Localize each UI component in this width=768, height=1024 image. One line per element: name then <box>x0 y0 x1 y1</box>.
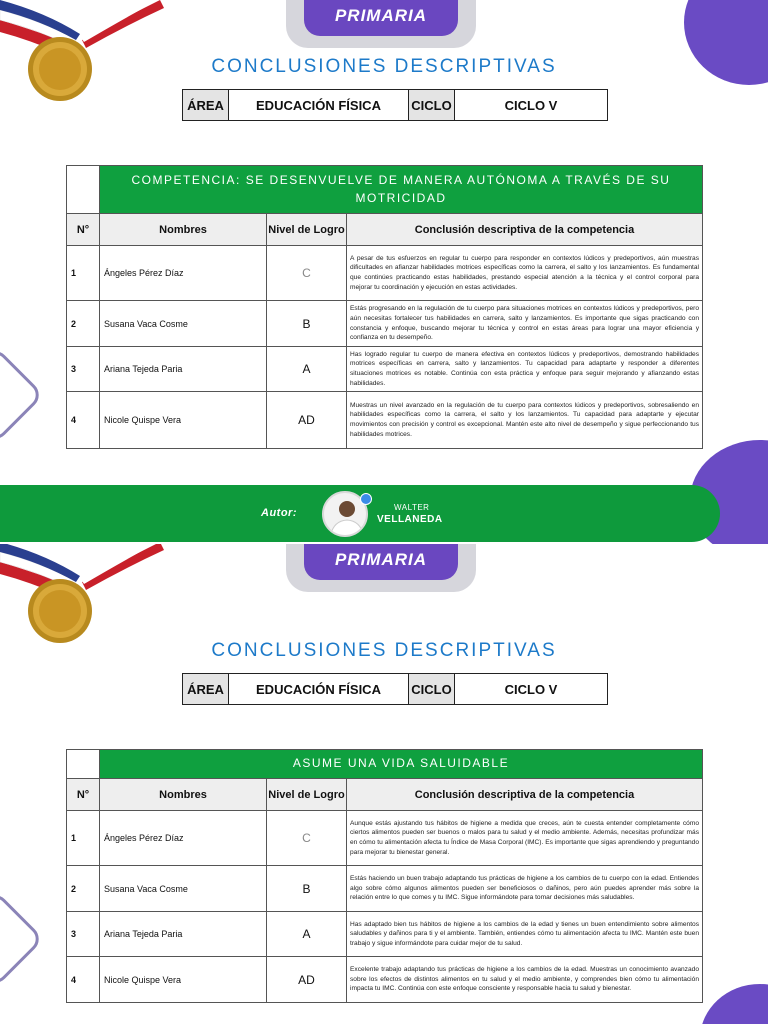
achievement-level: AD <box>267 392 347 449</box>
achievement-level: A <box>267 912 347 957</box>
achievement-level: B <box>267 301 347 347</box>
page-title: CONCLUSIONES DESCRIPTIVAS <box>211 640 557 661</box>
row-number: 2 <box>67 866 100 912</box>
header-level: Nivel de Logro <box>267 779 347 811</box>
author-last-name: VELLANEDA <box>377 514 443 525</box>
cycle-value: CICLO V <box>455 90 608 121</box>
table-row <box>67 347 703 392</box>
row-number: 4 <box>67 392 100 449</box>
header-conclusion: Conclusión descriptiva de la competencia <box>347 779 703 811</box>
header-num: N° <box>67 214 100 246</box>
medal-icon <box>0 544 170 652</box>
descriptive-conclusion: Estás progresando en la regulación de tu cuerpo para situaciones motrices en contextos lúdicos y predeportivos, pero aún necesitas fortalecer tus habilidades en carrera, salto y lanzamientos. Es importante que sigas practicando con constancia y enfoque, buscando mejorar tu técnica y control en estas áreas para lograr una mayor eficiencia y confianza en tu desempeño. <box>347 301 703 347</box>
row-number: 2 <box>67 301 100 347</box>
area-info-table <box>182 673 608 705</box>
header-level: Nivel de Logro <box>267 214 347 246</box>
decorative-diamond-left <box>0 346 44 445</box>
student-name: Ángeles Pérez Díaz <box>100 811 267 866</box>
competency-title: ASUME UNA VIDA SALUIDABLE <box>100 750 703 779</box>
decorative-blob-bottom-right <box>700 984 768 1024</box>
cycle-label: CICLO <box>409 90 455 121</box>
area-label: ÁREA <box>183 90 229 121</box>
descriptive-conclusion: Has adaptado bien tus hábitos de higiene a los cambios de la edad y tienes un buen entendimiento sobre alimentos saludables y dañinos para ti y el ambiente. También, entiendes cómo tu alimentación afecta tu IMC. Mantén este buen trabajo y sigue informándote para cuidar mejor de tu salud. <box>347 912 703 957</box>
level-badge: PRIMARIA <box>304 544 458 580</box>
level-badge-frame <box>286 544 476 592</box>
descriptive-conclusion: Muestras un nivel avanzado en la regulación de tu cuerpo para contextos lúdicos y predeportivos, sobresaliendo en habilidades específicas como la carrera, el salto y los lanzamientos. Tu capacidad para adaptarte y ejecutar movimientos con precisión y control es excepcional. Mantén este alto nivel de desempeño y sigue perfeccionando tus habilidades motrices. <box>347 392 703 449</box>
student-name: Susana Vaca Cosme <box>100 301 267 347</box>
student-name: Susana Vaca Cosme <box>100 866 267 912</box>
decorative-diamond-left <box>0 890 44 989</box>
descriptive-conclusion: Has logrado regular tu cuerpo de manera efectiva en contextos lúdicos y predeportivos, demostrando habilidades motrices específicas en carrera, salto y lanzamientos. Tu capacidad para adaptarte y responder a diferentes situaciones motrices es notable. Continúa con esta práctica y enfoque para seguir mejorando y afianzando estas habilidades. <box>347 347 703 392</box>
achievement-level: AD <box>267 957 347 1003</box>
level-badge: PRIMARIA <box>304 0 458 36</box>
competency-table <box>66 749 703 1003</box>
table-row <box>67 392 703 449</box>
table-row <box>67 246 703 301</box>
cycle-label: CICLO <box>409 674 455 705</box>
achievement-level: B <box>267 866 347 912</box>
student-name: Ariana Tejeda Paria <box>100 912 267 957</box>
competency-title: COMPETENCIA: SE DESENVUELVE DE MANERA AUTÓNOMA A TRAVÉS DE SU MOTRICIDAD <box>100 166 703 214</box>
header-num: N° <box>67 779 100 811</box>
descriptive-conclusion: Aunque estás ajustando tus hábitos de higiene a medida que creces, aún te cuesta entender completamente cómo ciertos alimentos pueden ser buenos o malos para tu salud y el medio ambiente. Además, necesitas profundizar más en cómo tu alimentación afecta tu Índice de Masa Corporal (IMC). Es importante que sigas aprendiendo y preguntando para mejorar tu bienestar general. <box>347 811 703 866</box>
cycle-value: CICLO V <box>455 674 608 705</box>
achievement-level: A <box>267 347 347 392</box>
area-info-table <box>182 89 608 121</box>
row-number: 4 <box>67 957 100 1003</box>
student-name: Nicole Quispe Vera <box>100 392 267 449</box>
row-number: 1 <box>67 246 100 301</box>
author-banner <box>0 485 720 542</box>
level-badge-frame <box>286 0 476 48</box>
row-number: 3 <box>67 347 100 392</box>
descriptive-conclusion: A pesar de tus esfuerzos en regular tu cuerpo para responder en contextos lúdicos y predeportivos, aún muestras dificultades en afianzar habilidades motrices específicas como la carrera, el salto y los lanzamientos. Es fundamental que continúes practicando estas habilidades, prestando especial atención a la técnica y el control corporal para mejorar tu coordinación y ejecución en estas actividades. <box>347 246 703 301</box>
area-value: EDUCACIÓN FÍSICA <box>229 90 409 121</box>
area-label: ÁREA <box>183 674 229 705</box>
table-row <box>67 811 703 866</box>
corner-cell <box>67 750 100 779</box>
row-number: 3 <box>67 912 100 957</box>
author-first-name: WALTER <box>394 503 430 512</box>
descriptive-conclusion: Estás haciendo un buen trabajo adaptando tus prácticas de higiene a los cambios de tu cuerpo con la edad. Entiendes algo sobre cómo algunos alimentos pueden ser beneficiosos o dañinos, pero aún puedes aprender más sobre la relación entre lo que comes y tu IMC. Sigue informándote para tomar decisiones más saludables. <box>347 866 703 912</box>
table-row <box>67 912 703 957</box>
corner-cell <box>67 166 100 214</box>
table-row <box>67 957 703 1003</box>
document-page-2 <box>0 544 768 1024</box>
competency-table <box>66 165 703 449</box>
author-label: Autor: <box>261 507 297 519</box>
page-title: CONCLUSIONES DESCRIPTIVAS <box>211 56 557 77</box>
achievement-level: C <box>267 811 347 866</box>
header-names: Nombres <box>100 779 267 811</box>
header-names: Nombres <box>100 214 267 246</box>
table-row <box>67 866 703 912</box>
row-number: 1 <box>67 811 100 866</box>
table-row <box>67 301 703 347</box>
medal-icon <box>0 0 170 110</box>
area-value: EDUCACIÓN FÍSICA <box>229 674 409 705</box>
descriptive-conclusion: Excelente trabajo adaptando tus prácticas de higiene a los cambios de la edad. Muestras un conocimiento avanzado sobre los efectos de distintos alimentos en tu salud y el medio ambiente, y comprendes bien cómo tu alimentación impacta tu IMC. Continúa con este enfoque consciente y responsable hacia tu salud y bienestar. <box>347 957 703 1003</box>
student-name: Ángeles Pérez Díaz <box>100 246 267 301</box>
achievement-level: C <box>267 246 347 301</box>
student-name: Nicole Quispe Vera <box>100 957 267 1003</box>
header-conclusion: Conclusión descriptiva de la competencia <box>347 214 703 246</box>
verified-icon <box>360 493 372 505</box>
student-name: Ariana Tejeda Paria <box>100 347 267 392</box>
